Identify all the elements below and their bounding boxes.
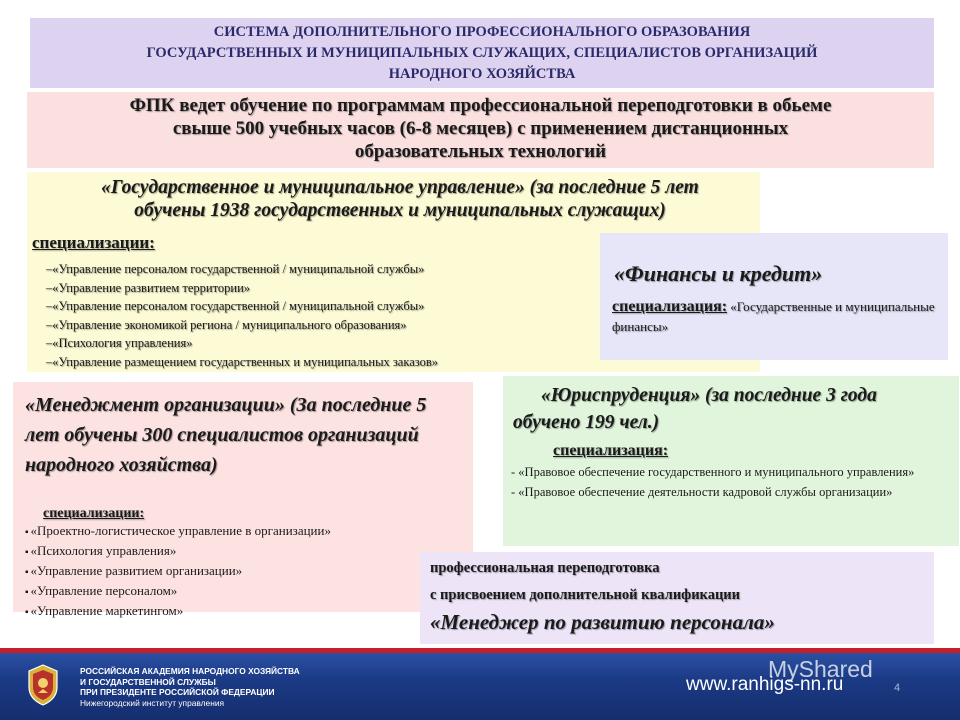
management-panel [13, 382, 473, 618]
requal-line: профессиональная переподготовка [430, 560, 660, 576]
list-item: - «Правовое обеспечение государственного и муниципального управления» [511, 465, 915, 479]
management-spec-label: специализации: [43, 506, 145, 521]
law-spec-list [511, 464, 951, 504]
list-item: ▪ «Управление маркетингом» [25, 602, 331, 622]
footer-stripe [0, 648, 960, 653]
list-item: –«Управление персоналом государственной / муниципальной службы» [46, 262, 425, 276]
gov-spec-list [46, 260, 438, 372]
title-line: ГОСУДАРСТВЕННЫХ И МУНИЦИПАЛЬНЫХ СЛУЖАЩИХ, СПЕЦИАЛИСТОВ ОРГАНИЗАЦИЙ [146, 45, 818, 61]
footer-org-line: ПРИ ПРЕЗИДЕНТЕ РОССИЙСКОЙ ФЕДЕРАЦИИ [80, 687, 275, 697]
finance-panel [600, 233, 948, 360]
finance-heading: «Финансы и кредит» [614, 261, 823, 286]
list-item: ▪ «Управление персоналом» [25, 582, 331, 602]
intro-line: образовательных технологий [354, 141, 607, 162]
finance-spec [612, 297, 942, 337]
finance-spec-label: специализация: [612, 298, 728, 315]
list-item: –«Управление персоналом государственной / муниципальной службы» [46, 299, 425, 314]
list-item: –«Управление развитием территории» [46, 280, 251, 295]
intro-panel [27, 92, 934, 168]
list-item: ▪ «Управление развитием организации» [25, 562, 331, 582]
gov-spec-label: специализации: [32, 233, 155, 252]
gov-heading-line: «Государственное и муниципальное управление» (за последние 5 лет [101, 177, 699, 198]
management-spec-list [25, 522, 331, 622]
requalification-panel [420, 552, 934, 644]
law-heading [513, 382, 953, 436]
list-item: –«Управление размещением государственных и муниципальных заказов» [46, 354, 439, 369]
slide-title [30, 18, 934, 88]
footer-org-line: И ГОСУДАРСТВЕННОЙ СЛУЖБЫ [80, 676, 216, 687]
management-heading: «Менеджмент организации» (За последние 5 лет обучены 300 специалистов организаций народного хозяйства) [25, 394, 427, 476]
intro-line: свыше 500 учебных часов (6-8 месяцев) с применением дистанционных [172, 118, 789, 139]
finance-spec-text: «Государственные и муниципальные финансы» [612, 299, 935, 334]
academy-emblem-icon [26, 663, 60, 707]
footer-institute: Нижегородский институт управления [80, 697, 225, 708]
law-heading-line: обучено 199 чел.) [513, 412, 660, 433]
list-item: ▪ «Проектно-логистическое управление в организации» [25, 522, 331, 542]
list-item: –«Психология управления» [46, 336, 193, 351]
list-item: ▪ «Психология управления» [25, 542, 331, 562]
footer-url-link[interactable]: www.ranhigs-nn.ru [686, 674, 844, 695]
title-line: НАРОДНОГО ХОЗЯЙСТВА [388, 66, 576, 82]
requal-line: с присвоением дополнительной квалификации [430, 587, 741, 603]
list-item: –«Управление экономикой региона / муниципального образования» [46, 317, 407, 332]
footer-org [80, 666, 300, 708]
list-item: - «Правовое обеспечение деятельности кадровой службы организации» [511, 485, 893, 499]
footer-bar [0, 648, 960, 720]
law-heading-line: «Юриспруденция» (за последние 3 года [541, 385, 877, 406]
gov-management-heading [55, 176, 745, 222]
page-number: 4 [894, 682, 901, 694]
intro-line: ФПК ведет обучение по программам профессиональной переподготовки в обьеме [129, 95, 832, 116]
footer-org-line: РОССИЙСКАЯ АКАДЕМИЯ НАРОДНОГО ХОЗЯЙСТВА [80, 666, 300, 676]
myshared-watermark: MyShared [768, 656, 873, 682]
title-line: СИСТЕМА ДОПОЛНИТЕЛЬНОГО ПРОФЕССИОНАЛЬНОГО ОБРАЗОВАНИЯ [213, 24, 751, 40]
requal-qualification: «Менеджер по развитию персонала» [430, 610, 775, 634]
gov-heading-line: обучены 1938 государственных и муниципальных служащих) [134, 200, 666, 221]
law-panel [503, 376, 959, 546]
law-spec-label: специализация: [553, 442, 669, 459]
